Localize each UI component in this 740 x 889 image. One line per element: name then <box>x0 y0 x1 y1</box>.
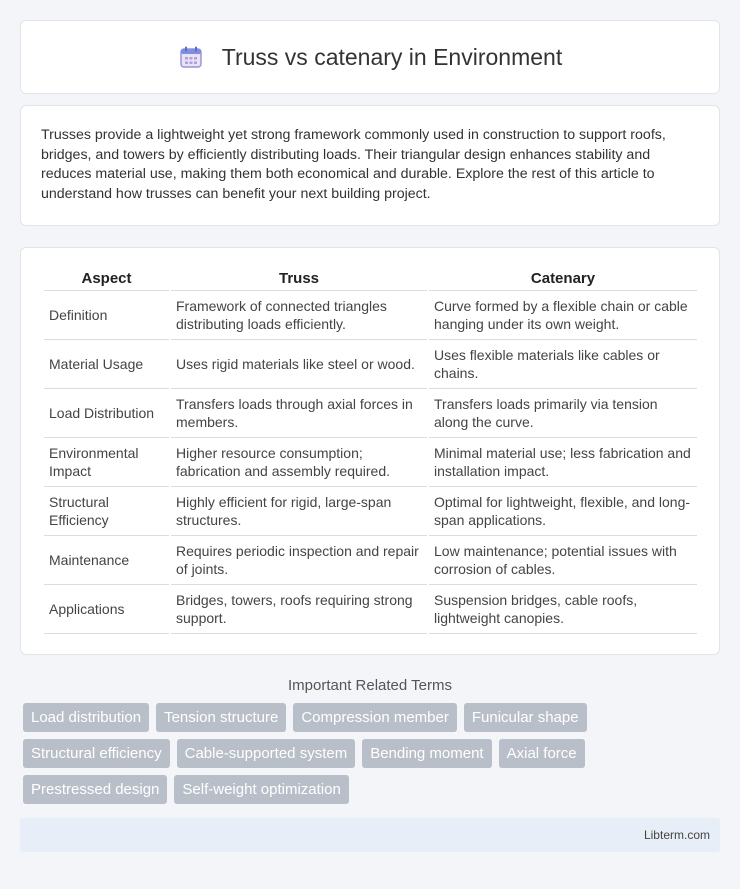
cell-truss: Uses rigid materials like steel or wood. <box>171 340 427 389</box>
cell-aspect: Maintenance <box>44 536 169 585</box>
cell-catenary: Uses flexible materials like cables or chains. <box>429 340 697 389</box>
cell-truss: Requires periodic inspection and repair of joints. <box>171 536 427 585</box>
related-term-tag[interactable]: Funicular shape <box>464 703 587 732</box>
cell-truss: Highly efficient for rigid, large-span structures. <box>171 487 427 536</box>
related-terms-title: Important Related Terms <box>288 677 452 694</box>
table-row <box>44 389 697 438</box>
related-term-tag[interactable]: Compression member <box>293 703 457 732</box>
related-term-tag[interactable]: Axial force <box>499 739 585 768</box>
header-aspect: Aspect <box>44 266 169 291</box>
related-term-tag[interactable]: Load distribution <box>23 703 149 732</box>
table-row <box>44 438 697 487</box>
related-term-tag[interactable]: Prestressed design <box>23 775 167 804</box>
cell-aspect: Material Usage <box>44 340 169 389</box>
cell-aspect: Definition <box>44 291 169 340</box>
cell-aspect: Structural Efficiency <box>44 487 169 536</box>
page-title: Truss vs catenary in Environment <box>221 43 563 70</box>
cell-catenary: Transfers loads primarily via tension along the curve. <box>429 389 697 438</box>
cell-catenary: Low maintenance; potential issues with corrosion of cables. <box>429 536 697 585</box>
calendar-icon <box>178 44 204 70</box>
header-card <box>20 20 720 94</box>
cell-truss: Transfers loads through axial forces in members. <box>171 389 427 438</box>
table-row <box>44 585 697 634</box>
table-row <box>44 536 697 585</box>
related-term-tag[interactable]: Self-weight optimization <box>174 775 348 804</box>
cell-catenary: Minimal material use; less fabrication and installation impact. <box>429 438 697 487</box>
header-catenary: Catenary <box>429 266 697 291</box>
related-term-tag[interactable]: Tension structure <box>156 703 286 732</box>
related-term-tag[interactable]: Cable-supported system <box>177 739 356 768</box>
footer-site-link[interactable]: Libterm.com <box>643 828 710 842</box>
related-terms-list <box>20 703 720 804</box>
cell-truss: Framework of connected triangles distributing loads efficiently. <box>171 291 427 340</box>
cell-aspect: Load Distribution <box>44 389 169 438</box>
table-row <box>44 487 697 536</box>
table-header-row <box>44 266 697 291</box>
cell-catenary: Optimal for lightweight, flexible, and long-span applications. <box>429 487 697 536</box>
table-row <box>44 340 697 389</box>
related-term-tag[interactable]: Bending moment <box>362 739 491 768</box>
cell-catenary: Suspension bridges, cable roofs, lightweight canopies. <box>429 585 697 634</box>
cell-catenary: Curve formed by a flexible chain or cable hanging under its own weight. <box>429 291 697 340</box>
header-truss: Truss <box>171 266 427 291</box>
intro-card <box>20 105 720 226</box>
comparison-table-card <box>20 247 720 655</box>
related-term-tag[interactable]: Structural efficiency <box>23 739 170 768</box>
cell-truss: Bridges, towers, roofs requiring strong support. <box>171 585 427 634</box>
cell-truss: Higher resource consumption; fabrication and assembly required. <box>171 438 427 487</box>
comparison-table <box>42 266 699 634</box>
intro-text: Trusses provide a lightweight yet strong framework commonly used in construction to support roofs, bridges, and towers by efficiently distributing loads. Their triangular design enhances stability and reduces material use, making them both economical and durable. Explore the rest of this article to understand how trusses can benefit your next building project. <box>41 127 666 202</box>
table-row <box>44 291 697 340</box>
footer <box>20 818 720 852</box>
cell-aspect: Applications <box>44 585 169 634</box>
cell-aspect: Environmental Impact <box>44 438 169 487</box>
